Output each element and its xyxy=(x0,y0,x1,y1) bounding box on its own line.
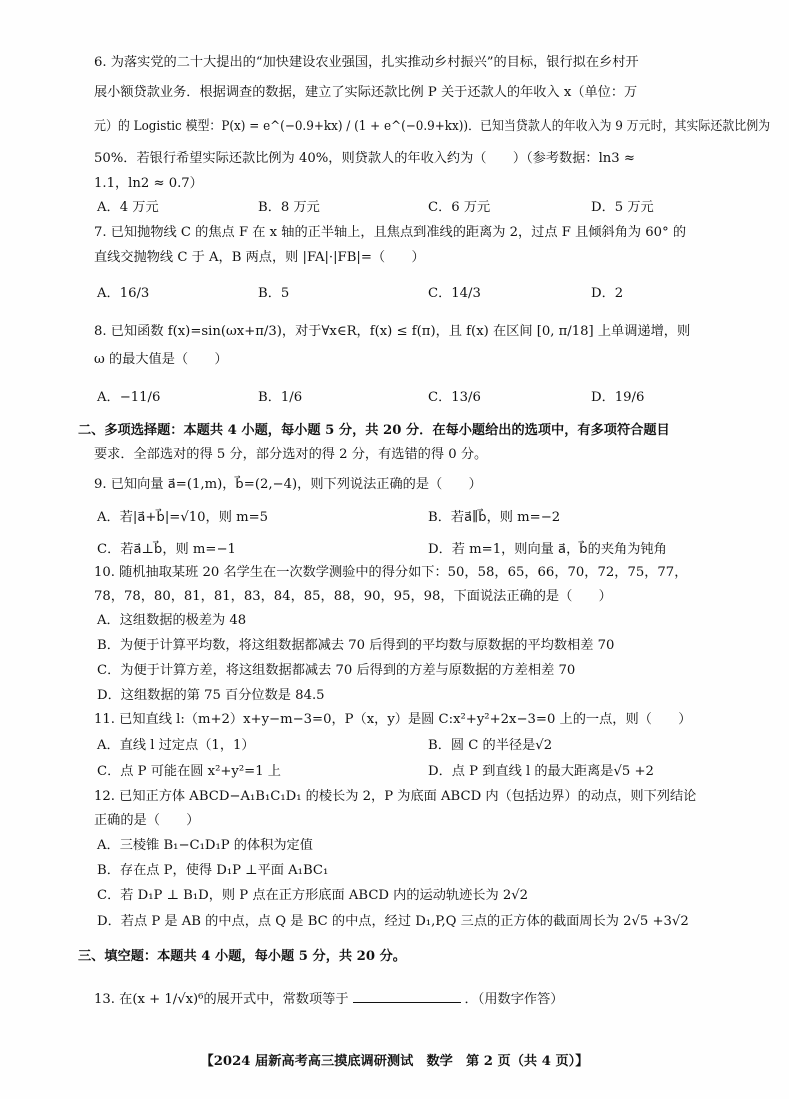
q10-line-2: 78，78，80，81，81，83，84，85，88，90，95，98，下面说法正确的是（ ） xyxy=(94,589,612,604)
q6-line-4: 50%．若银行希望实际还款比例为 40%，则贷款人的年收入约为（ ）（参考数据：ln3 ≈ xyxy=(94,151,635,166)
q12-option-b: B．存在点 P，使得 D₁P ⊥平面 A₁BC₁ xyxy=(97,863,329,878)
q7-option-d: D．2 xyxy=(591,286,624,301)
q13-stem-end: ．（用数字作答） xyxy=(464,992,564,1007)
q7-option-c: C．14/3 xyxy=(428,286,481,301)
q6-option-d: D．5 万元 xyxy=(591,200,654,215)
q13-line xyxy=(94,988,563,1010)
section-3-heading: 三、填空题：本题共 4 小题，每小题 5 分，共 20 分。 xyxy=(78,949,406,964)
q8-line-1: 8. 已知函数 f(x)=sin(ωx+π/3)，对于∀x∈R，f(x) ≤ f(π)，且 f(x) 在区间 [0, π/18] 上单调递增，则 xyxy=(94,324,691,339)
q11-option-d: D．点 P 到直线 l 的最大距离是√5 +2 xyxy=(428,764,654,779)
q8-option-a: A．−11/6 xyxy=(97,390,161,405)
q7-line-2: 直线交抛物线 C 于 A，B 两点，则 |FA|·|FB|=（ ） xyxy=(94,250,425,265)
q11-option-c: C．点 P 可能在圆 x²+y²=1 上 xyxy=(97,764,281,779)
q12-option-c: C．若 D₁P ⊥ B₁D，则 P 点在正方形底面 ABCD 内的运动轨迹长为 2√2 xyxy=(97,888,529,903)
q12-option-a: A．三棱锥 B₁−C₁D₁P 的体积为定值 xyxy=(97,838,313,853)
q6-option-b: B．8 万元 xyxy=(258,200,320,215)
page-footer: 【2024 届新高考高三摸底调研测试 数学 第 2 页（共 4 页）】 xyxy=(200,1054,589,1069)
q8-line-2: ω 的最大值是（ ） xyxy=(94,352,228,367)
q7-option-b: B．5 xyxy=(258,286,290,301)
q6-line-3: 元）的 Logistic 模型：P(x) = e^(−0.9+kx) / (1 + e^(−0.9+kx))．已知当贷款人的年收入为 9 万元时，其实际还款比例为 xyxy=(94,119,771,134)
q6-option-c: C．6 万元 xyxy=(428,200,491,215)
q9-option-b: B．若a⃗∥b⃗，则 m=−2 xyxy=(428,510,561,525)
q12-line-1: 12. 已知正方体 ABCD−A₁B₁C₁D₁ 的棱长为 2，P 为底面 ABCD 内（包括边界）的动点，则下列结论 xyxy=(94,789,697,804)
q10-option-a: A．这组数据的极差为 48 xyxy=(97,613,247,628)
q10-line-1: 10. 随机抽取某班 20 名学生在一次数学测验中的得分如下：50，58，65，66，70，72，75，77， xyxy=(94,565,688,580)
q12-option-d: D．若点 P 是 AB 的中点，点 Q 是 BC 的中点，经过 D₁,P,Q 三点的正方体的截面周长为 2√5 +3√2 xyxy=(97,914,689,929)
q10-option-b: B．为便于计算平均数，将这组数据都减去 70 后得到的平均数与原数据的平均数相差 70 xyxy=(97,638,615,653)
q13-stem: 13. 在(x + 1/√x)⁶的展开式中，常数项等于 xyxy=(94,992,349,1007)
q6-line-2: 展小额贷款业务．根据调查的数据，建立了实际还款比例 P 关于还款人的年收入 x（单位：万 xyxy=(94,85,638,100)
q8-option-d: D．19/6 xyxy=(591,390,645,405)
q10-option-c: C．为便于计算方差，将这组数据都减去 70 后得到的方差与原数据的方差相差 70 xyxy=(97,663,576,678)
q8-option-c: C．13/6 xyxy=(428,390,481,405)
q13-answer-blank[interactable] xyxy=(353,988,461,1003)
q11-option-a: A．直线 l 过定点（1，1） xyxy=(97,738,255,753)
q6-option-a: A．4 万元 xyxy=(97,200,159,215)
q9-option-d: D．若 m=1，则向量 a⃗，b⃗的夹角为钝角 xyxy=(428,542,667,557)
section-2-heading: 二、多项选择题：本题共 4 小题，每小题 5 分，共 20 分．在每小题给出的选项中，有多项符合题目 xyxy=(78,423,670,438)
q9-option-a: A．若|a⃗+b⃗|=√10，则 m=5 xyxy=(97,510,269,525)
q9-line-1: 9. 已知向量 a⃗=(1,m)，b⃗=(2,−4)，则下列说法正确的是（ ） xyxy=(94,477,482,492)
q7-option-a: A．16/3 xyxy=(97,286,150,301)
q6-line-1: 6. 为落实党的二十大提出的“加快建设农业强国，扎实推动乡村振兴”的目标，银行拟在乡村开 xyxy=(94,55,639,70)
q9-option-c: C．若a⃗⊥b⃗，则 m=−1 xyxy=(97,542,236,557)
q6-line-5: 1.1，ln2 ≈ 0.7） xyxy=(94,176,203,191)
q11-option-b: B．圆 C 的半径是√2 xyxy=(428,738,553,753)
q12-line-2: 正确的是（ ） xyxy=(94,813,200,828)
q11-line-1: 11. 已知直线 l:（m+2）x+y−m−3=0，P（x，y）是圆 C:x²+y²+2x−3=0 上的一点，则（ ） xyxy=(94,712,692,727)
q7-line-1: 7. 已知抛物线 C 的焦点 F 在 x 轴的正半轴上，且焦点到准线的距离为 2，过点 F 且倾斜角为 60° 的 xyxy=(94,225,687,240)
section-2-instructions: 要求．全部选对的得 5 分，部分选对的得 2 分，有选错的得 0 分。 xyxy=(94,447,488,462)
q8-option-b: B．1/6 xyxy=(258,390,303,405)
q10-option-d: D．这组数据的第 75 百分位数是 84.5 xyxy=(97,688,325,703)
